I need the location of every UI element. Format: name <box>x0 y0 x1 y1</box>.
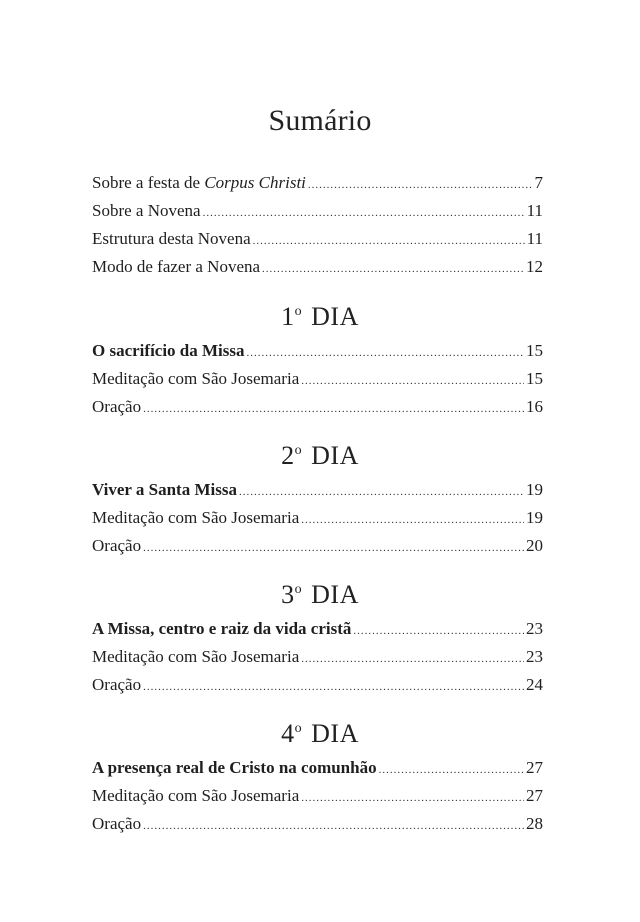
entry-title: Viver a Santa Missa <box>92 480 237 499</box>
dot-leader <box>247 339 524 367</box>
toc-entry[interactable] <box>92 476 543 504</box>
intro-list <box>92 169 543 281</box>
entry-title: Meditação com São Josemaria <box>92 786 300 805</box>
entry-title: O sacrifício da Missa <box>92 341 245 360</box>
entry-page: 11 <box>526 229 543 248</box>
dot-leader <box>203 199 525 227</box>
entry-title: Sobre a festa de Corpus Christi <box>92 173 306 192</box>
toc-entry[interactable] <box>92 225 543 253</box>
entry-page: 20 <box>526 536 543 555</box>
toc-entry[interactable] <box>92 615 543 643</box>
entry-title: Oração <box>92 814 142 833</box>
dot-leader <box>143 673 524 701</box>
entry-page: 23 <box>526 619 543 638</box>
toc-entry[interactable] <box>92 393 543 421</box>
entry-title: Modo de fazer a Novena <box>92 257 261 276</box>
dot-leader <box>262 255 524 283</box>
toc-entry[interactable] <box>92 504 543 532</box>
entry-title: A presença real de Cristo na comunhão <box>92 758 377 777</box>
dot-leader <box>239 478 524 506</box>
day-4-list <box>92 754 543 838</box>
entry-page: 16 <box>526 397 543 416</box>
dot-leader <box>301 506 524 534</box>
entry-page: 19 <box>526 480 543 499</box>
toc-entry[interactable] <box>92 754 543 782</box>
toc-entry[interactable] <box>92 365 543 393</box>
dot-leader <box>308 171 533 199</box>
entry-title: Oração <box>92 536 142 555</box>
toc-entry[interactable] <box>92 532 543 560</box>
entry-page: 23 <box>526 647 543 666</box>
dot-leader <box>253 227 525 255</box>
entry-page: 15 <box>526 341 543 360</box>
dot-leader <box>379 756 524 784</box>
page-title: Sumário <box>268 104 372 137</box>
entry-title: Sobre a Novena <box>92 201 201 220</box>
entry-title: A Missa, centro e raiz da vida cristã <box>92 619 352 638</box>
day-3-list <box>92 615 543 699</box>
entry-title: Meditação com São Josemaria <box>92 647 300 666</box>
dot-leader <box>143 534 524 562</box>
dot-leader <box>143 812 524 840</box>
entry-title: Oração <box>92 675 142 694</box>
day-2-list <box>92 476 543 560</box>
entry-title: Oração <box>92 397 142 416</box>
entry-page: 24 <box>526 675 543 694</box>
toc-entry[interactable] <box>92 169 543 197</box>
entry-page: 15 <box>526 369 543 388</box>
day-heading-1: 1$^o$ DIA <box>281 302 359 331</box>
toc-entry[interactable] <box>92 337 543 365</box>
entry-page: 12 <box>526 257 543 276</box>
entry-title: Estrutura desta Novena <box>92 229 251 248</box>
dot-leader <box>353 617 524 645</box>
entry-page: 11 <box>526 201 543 220</box>
day-1-list <box>92 337 543 421</box>
dot-leader <box>301 367 524 395</box>
dot-leader <box>143 395 524 423</box>
toc-entry[interactable] <box>92 782 543 810</box>
toc-entry[interactable] <box>92 810 543 838</box>
dot-leader <box>301 784 524 812</box>
entry-page: 7 <box>534 173 543 192</box>
entry-title: Meditação com São Josemaria <box>92 369 300 388</box>
day-heading-3: 3$^o$ DIA <box>281 580 359 609</box>
entry-page: 27 <box>526 786 543 805</box>
day-heading-4: 4$^o$ DIA <box>281 719 359 748</box>
dot-leader <box>301 645 524 673</box>
toc-entry[interactable] <box>92 197 543 225</box>
entry-page: 28 <box>526 814 543 833</box>
toc-entry[interactable] <box>92 253 543 281</box>
toc-entry[interactable] <box>92 671 543 699</box>
entry-page: 27 <box>526 758 543 777</box>
day-heading-2: 2$^o$ DIA <box>281 441 359 470</box>
toc-entry[interactable] <box>92 643 543 671</box>
entry-title: Meditação com São Josemaria <box>92 508 300 527</box>
entry-page: 19 <box>526 508 543 527</box>
